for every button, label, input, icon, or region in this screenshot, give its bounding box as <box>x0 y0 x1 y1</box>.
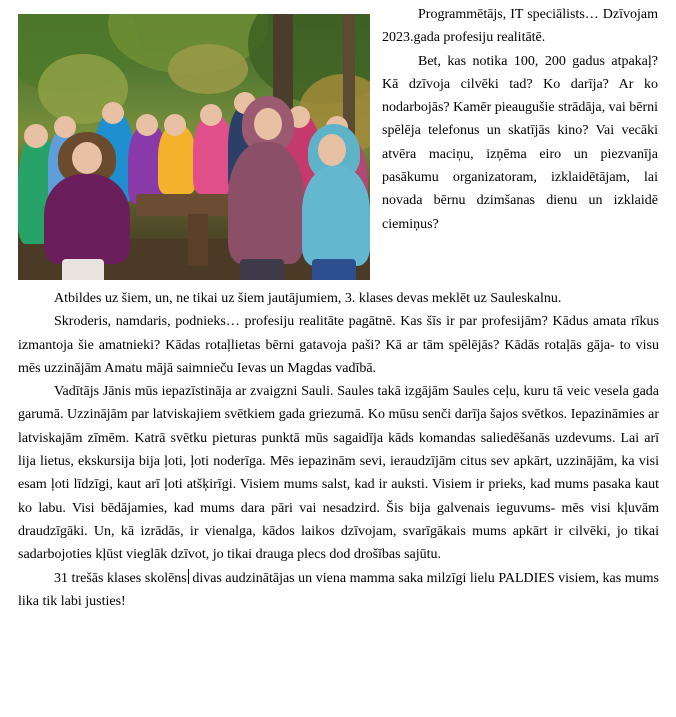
closing-text-rest: divas audzinātājas un viena mamma saka milzīgi lielu PALDIES visiem, kas mums lika tik labi justies! <box>18 570 659 609</box>
class-group-photo <box>18 14 370 280</box>
paragraph-sun-trail: Vadītājs Jānis mūs iepazīstināja ar zvaigzni Sauli. Saules takā izgājām Saules ceļu, kuru tā veic vesela gada garumā. Uzzinājām par latviskajiem svētkiem gada griezumā. Ko mūsu senči darīja šajos svētkos. Iepazināmies ar latviskajām zīmēm. Katrā svētku pieturas punktā mūs sagaidīja kāds komandas saliedēšanās uzdevums. Lai arī lija lietus, ekskursija bija ļoti, ļoti noderīga. Mēs iepazinām sevi, ieraudzījām citus sev apkārt, uzzinājām, ka visi esam ļoti līdzīgi, kaut arī ļoti atšķirīgi. Visiem mums salst, kad ir auksti. Visiem ir prieks, kad mums pasaka kaut ko labu. Visi bēdājamies, kad mums dara pāri vai nesadzird. Šis bija galvenais ieguvums- mēs visi kļuvām draudzīgāki. Un, kā izrādās, ir vienalga, kādos laikos dzīvojam, svarīgākais mums apkārt ir cilvēki, jo tikai sadarbojoties kļūst vieglāk dzīvot, jo tikai drauga plecs dod drošības sajūtu. <box>18 384 659 563</box>
intro-paragraph-2: Bet, kas notika 100, 200 gadus atpakaļ? Kā dzīvoja cilvēki tad? Ko darīja? Ar ko nodarbojās? Kamēr pieaugušie strādāja, vai bērni spēlēja telefonus un skatījās kino? Vai vecāki atvēra maciņu, izņēma eiro un piezvanīja pasākumu organizatoram, izklaidētājam, lai novada bērnu dzimšanas dienu un izklaidē ciemiņus? <box>382 53 659 232</box>
paragraph-answers: Atbildes uz šiem, un, ne tikai uz šiem jautājumiem, 3. klases devas meklēt uz Sauleskalnu. <box>54 291 562 306</box>
paragraph-closing <box>18 567 659 614</box>
article-body <box>18 287 659 613</box>
paragraph-crafts: Skroderis, namdaris, podnieks… profesiju realitāte pagātnē. Kas šīs ir par profesijām? Kādus amata rīkus izmantoja šie amatnieki? Kādas rotaļlietas bērni gatavoja paši? Kā ar tām spēlējās? Kādās rotaļās gāja- to visu mēs uzzinājām Amatu mājā saimnieču Ievas un Magdas vadībā. <box>18 314 659 376</box>
intro-text <box>382 3 658 236</box>
closing-text-start: 31 trešās klases skolēns <box>54 570 187 586</box>
intro-paragraph-1: Programmētājs, IT speciālists… Dzīvojam 2023.gada profesiju realitātē. <box>382 7 658 46</box>
